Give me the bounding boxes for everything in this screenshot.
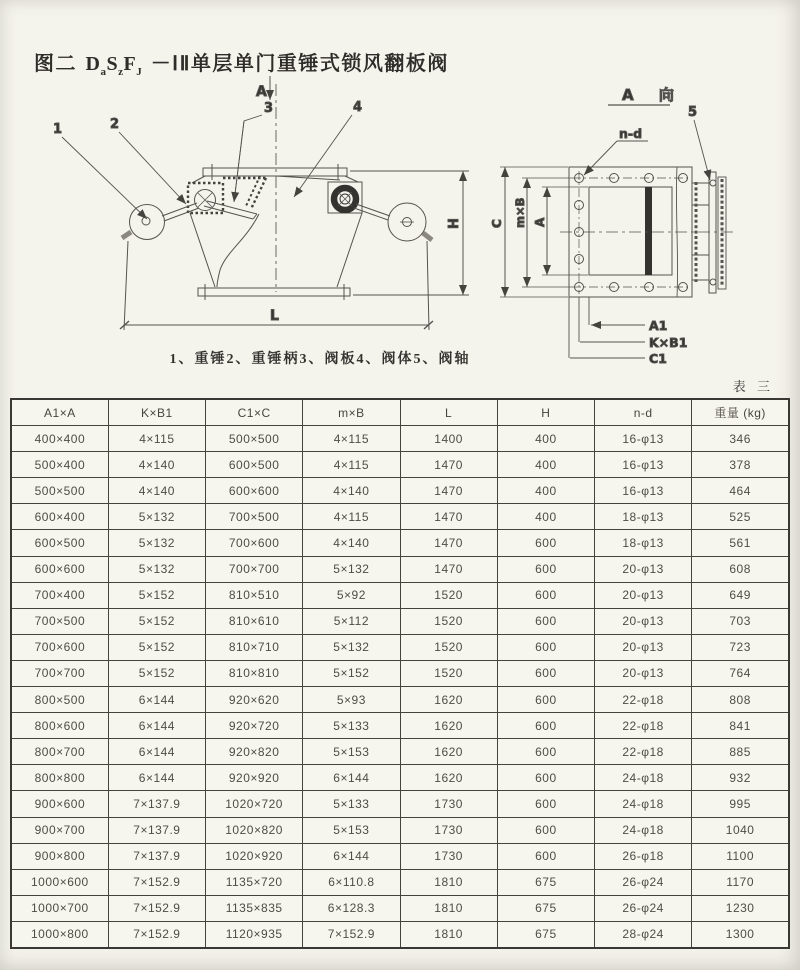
table-cell: 18-φ13 <box>595 504 692 530</box>
table-cell: 600 <box>497 817 594 843</box>
dim-A1-label: A1 <box>649 318 668 333</box>
table-cell: 18-φ13 <box>595 530 692 556</box>
table-cell: 24-φ18 <box>595 817 692 843</box>
table-cell: 22-φ18 <box>595 713 692 739</box>
table-cell: 5×92 <box>303 582 400 608</box>
view-a-title: A 向 <box>622 86 684 104</box>
table-cell: 6×144 <box>108 713 205 739</box>
table-cell: 900×600 <box>11 791 108 817</box>
dim-H-label: H <box>447 218 462 229</box>
parts-caption: 1、重锤2、重锤柄3、阀板4、阀体5、阀轴 <box>169 352 471 367</box>
table-cell: 400×400 <box>11 426 108 452</box>
callout-nd <box>584 126 648 175</box>
table-cell: 1230 <box>692 895 789 921</box>
table-cell: 700×700 <box>11 660 108 686</box>
table-cell: 5×152 <box>108 660 205 686</box>
valve-plate-curve <box>217 214 259 287</box>
table-cell: 500×400 <box>11 452 108 478</box>
table-cell: 1120×935 <box>206 921 303 948</box>
table-cell: 5×132 <box>108 504 205 530</box>
table-row <box>11 478 789 504</box>
table-cell: 600×600 <box>11 556 108 582</box>
axle-bracket <box>692 172 726 293</box>
table-cell: 600 <box>497 713 594 739</box>
table-cell: 920×920 <box>206 765 303 791</box>
table-cell: 20-φ13 <box>595 556 692 582</box>
table-cell: 5×132 <box>108 530 205 556</box>
table-cell: 920×620 <box>206 687 303 713</box>
flange-plate <box>560 167 736 297</box>
callout-1-label: 1 <box>53 122 63 137</box>
table-cell: 1520 <box>400 608 497 634</box>
table-cell: 1520 <box>400 582 497 608</box>
table-cell: 649 <box>692 582 789 608</box>
table-cell: 22-φ18 <box>595 739 692 765</box>
table-cell: 346 <box>692 426 789 452</box>
table-cell: 600 <box>497 843 594 869</box>
dim-mxB-label: m×B <box>513 197 527 228</box>
table-cell: 5×133 <box>303 713 400 739</box>
table-cell: 24-φ18 <box>595 765 692 791</box>
table-cell: 6×144 <box>108 739 205 765</box>
table-cell: 600 <box>497 582 594 608</box>
table-cell: 600×400 <box>11 504 108 530</box>
table-row <box>11 921 789 948</box>
table-cell: 810×510 <box>206 582 303 608</box>
table-cell: 5×93 <box>303 687 400 713</box>
table-cell: 7×152.9 <box>303 921 400 948</box>
table-cell: 1620 <box>400 713 497 739</box>
figure-title-rest: －ⅠⅡ单层单门重锤式锁风翻板阀 <box>150 53 449 75</box>
table-cell: 6×144 <box>108 765 205 791</box>
table-cell: 700×500 <box>11 608 108 634</box>
table-row <box>11 608 789 634</box>
table-cell: 600 <box>497 556 594 582</box>
section-a-label: A <box>256 84 267 100</box>
table-header-cell: K×B1 <box>108 399 205 426</box>
table-cell: 24-φ18 <box>595 791 692 817</box>
table-cell: 6×110.8 <box>303 869 400 895</box>
table-cell: 810×710 <box>206 634 303 660</box>
dim-C1-label: C1 <box>649 351 667 366</box>
table-cell: 1470 <box>400 452 497 478</box>
table-cell: 400 <box>497 452 594 478</box>
dim-nd-label: n-d <box>619 126 643 141</box>
table-cell: 600 <box>497 791 594 817</box>
table-cell: 920×720 <box>206 713 303 739</box>
technical-drawing <box>0 0 800 385</box>
table-cell: 4×140 <box>108 452 205 478</box>
table-header-cell: 重量 (kg) <box>692 399 789 426</box>
table-cell: 7×137.9 <box>108 817 205 843</box>
table-row <box>11 843 789 869</box>
table-cell: 608 <box>692 556 789 582</box>
table-cell: 600 <box>497 608 594 634</box>
table-cell: 16-φ13 <box>595 426 692 452</box>
valve-plate-open <box>207 201 257 214</box>
table-header-cell: L <box>400 399 497 426</box>
table-cell: 600×500 <box>206 452 303 478</box>
table-cell: 7×137.9 <box>108 791 205 817</box>
table-cell: 7×152.9 <box>108 895 205 921</box>
table-cell: 1730 <box>400 817 497 843</box>
table-cell: 900×800 <box>11 843 108 869</box>
table-cell: 6×144 <box>303 843 400 869</box>
table-cell: 5×153 <box>303 739 400 765</box>
table-cell: 600 <box>497 739 594 765</box>
table-row <box>11 895 789 921</box>
table-cell: 28-φ24 <box>595 921 692 948</box>
dim-C-label: C <box>490 219 504 228</box>
table-cell: 800×500 <box>11 687 108 713</box>
table-cell: 920×820 <box>206 739 303 765</box>
table-cell: 7×152.9 <box>108 921 205 948</box>
table-cell: 20-φ13 <box>595 582 692 608</box>
table-cell: 16-φ13 <box>595 452 692 478</box>
table-cell: 1300 <box>692 921 789 948</box>
table-cell: 700×600 <box>206 530 303 556</box>
table-cell: 525 <box>692 504 789 530</box>
table-cell: 20-φ13 <box>595 660 692 686</box>
left-pivot-assembly <box>188 176 266 219</box>
table-cell: 700×500 <box>206 504 303 530</box>
table-row <box>11 452 789 478</box>
table-cell: 810×810 <box>206 660 303 686</box>
table-cell: 26-φ18 <box>595 843 692 869</box>
table-cell: 841 <box>692 713 789 739</box>
table-row <box>11 582 789 608</box>
table-cell: 1620 <box>400 765 497 791</box>
table-header-row <box>11 399 789 426</box>
table-cell: 6×128.3 <box>303 895 400 921</box>
figure-title-fig: 图二 <box>34 53 77 75</box>
table-cell: 1020×820 <box>206 817 303 843</box>
table-cell: 1470 <box>400 504 497 530</box>
table-cell: 1040 <box>692 817 789 843</box>
table-cell: 1400 <box>400 426 497 452</box>
table-cell: 600 <box>497 634 594 660</box>
table-cell: 995 <box>692 791 789 817</box>
table-cell: 600 <box>497 687 594 713</box>
table-cell: 723 <box>692 634 789 660</box>
table-cell: 5×153 <box>303 817 400 843</box>
table-cell: 1170 <box>692 869 789 895</box>
table-cell: 1620 <box>400 687 497 713</box>
table-header-cell: C1×C <box>206 399 303 426</box>
dim-L-label: L <box>270 308 279 324</box>
table-cell: 4×115 <box>303 426 400 452</box>
a-direction-view-drawing <box>490 86 736 366</box>
table-cell: 1135×720 <box>206 869 303 895</box>
table-cell: 400 <box>497 478 594 504</box>
table-header-cell: n-d <box>595 399 692 426</box>
table-cell: 900×700 <box>11 817 108 843</box>
table-row <box>11 660 789 686</box>
valve-plate-edge <box>645 187 652 275</box>
dim-mxB <box>513 178 572 287</box>
table-cell: 1000×800 <box>11 921 108 948</box>
table-cell: 5×132 <box>303 634 400 660</box>
table-cell: 4×140 <box>303 530 400 556</box>
table-cell: 1520 <box>400 660 497 686</box>
table-cell: 1730 <box>400 843 497 869</box>
table-cell: 561 <box>692 530 789 556</box>
table-cell: 1100 <box>692 843 789 869</box>
right-pivot-assembly <box>328 182 362 213</box>
table-cell: 500×500 <box>11 478 108 504</box>
table-cell: 1620 <box>400 739 497 765</box>
table-cell: 4×140 <box>303 478 400 504</box>
table-cell: 600×600 <box>206 478 303 504</box>
table-cell: 1470 <box>400 530 497 556</box>
table-cell: 5×112 <box>303 608 400 634</box>
dim-C <box>490 167 568 297</box>
dim-H <box>350 171 469 295</box>
table-row <box>11 530 789 556</box>
table-cell: 1020×720 <box>206 791 303 817</box>
table-cell: 703 <box>692 608 789 634</box>
table-row <box>11 426 789 452</box>
table-header-cell: m×B <box>303 399 400 426</box>
table-cell: 700×600 <box>11 634 108 660</box>
spec-table <box>10 398 790 949</box>
table-cell: 1000×700 <box>11 895 108 921</box>
table-cell: 600 <box>497 660 594 686</box>
table-cell: 5×152 <box>108 634 205 660</box>
dim-A-label: A <box>533 217 547 227</box>
table-row <box>11 739 789 765</box>
table-cell: 500×500 <box>206 426 303 452</box>
table-cell: 810×610 <box>206 608 303 634</box>
table-row <box>11 817 789 843</box>
table-row <box>11 504 789 530</box>
table-cell: 6×144 <box>108 687 205 713</box>
table-cell: 800×700 <box>11 739 108 765</box>
table-cell: 378 <box>692 452 789 478</box>
table-cell: 26-φ24 <box>595 895 692 921</box>
dim-KxB1-label: K×B1 <box>649 335 688 350</box>
table-row <box>11 791 789 817</box>
table-cell: 5×132 <box>108 556 205 582</box>
table-cell: 4×115 <box>303 504 400 530</box>
spec-table-head <box>11 399 789 426</box>
table-row <box>11 869 789 895</box>
table-cell: 20-φ13 <box>595 634 692 660</box>
table-cell: 400 <box>497 426 594 452</box>
bottom-flange <box>198 284 350 300</box>
table-cell: 1810 <box>400 869 497 895</box>
table-cell: 675 <box>497 869 594 895</box>
table-cell: 600×500 <box>11 530 108 556</box>
table-cell: 700×700 <box>206 556 303 582</box>
table-cell: 5×152 <box>108 582 205 608</box>
table-cell: 7×152.9 <box>108 869 205 895</box>
table-cell: 808 <box>692 687 789 713</box>
table-cell: 1135×835 <box>206 895 303 921</box>
spec-table-body <box>11 426 789 948</box>
callout-5-label: 5 <box>688 105 698 120</box>
table-cell: 7×137.9 <box>108 843 205 869</box>
table-cell: 1520 <box>400 634 497 660</box>
table-row <box>11 687 789 713</box>
table-cell: 1810 <box>400 921 497 948</box>
table-cell: 5×152 <box>108 608 205 634</box>
table-cell: 6×144 <box>303 765 400 791</box>
table-note: 表 三 <box>732 379 774 394</box>
table-cell: 800×800 <box>11 765 108 791</box>
table-header-cell: A1×A <box>11 399 108 426</box>
table-cell: 700×400 <box>11 582 108 608</box>
table-cell: 1810 <box>400 895 497 921</box>
callout-5-leader <box>694 120 710 180</box>
bolt-holes <box>575 174 688 292</box>
callout-2-label: 2 <box>110 117 120 132</box>
table-cell: 675 <box>497 921 594 948</box>
table-row <box>11 634 789 660</box>
table-cell: 1470 <box>400 478 497 504</box>
left-weight <box>122 205 165 240</box>
right-weight <box>388 203 432 241</box>
table-header-cell: H <box>497 399 594 426</box>
table-cell: 1000×600 <box>11 869 108 895</box>
table-cell: 1730 <box>400 791 497 817</box>
table-cell: 4×115 <box>108 426 205 452</box>
table-row <box>11 765 789 791</box>
table-cell: 885 <box>692 739 789 765</box>
table-cell: 5×132 <box>303 556 400 582</box>
side-view-drawing <box>53 76 469 330</box>
table-row <box>11 556 789 582</box>
table-cell: 1020×920 <box>206 843 303 869</box>
table-cell: 22-φ18 <box>595 687 692 713</box>
table-row <box>11 713 789 739</box>
table-cell: 800×600 <box>11 713 108 739</box>
table-cell: 932 <box>692 765 789 791</box>
table-cell: 600 <box>497 765 594 791</box>
table-cell: 675 <box>497 895 594 921</box>
table-cell: 400 <box>497 504 594 530</box>
table-cell: 26-φ24 <box>595 869 692 895</box>
callout-4-label: 4 <box>353 100 363 115</box>
figure-title-model: $D_aS_zF_J$ <box>85 53 143 78</box>
table-cell: 1470 <box>400 556 497 582</box>
table-cell: 464 <box>692 478 789 504</box>
table-cell: 600 <box>497 530 594 556</box>
table-cell: 4×115 <box>303 452 400 478</box>
table-cell: 764 <box>692 660 789 686</box>
table-cell: 5×152 <box>303 660 400 686</box>
callout-3-label: 3 <box>264 101 274 116</box>
table-cell: 16-φ13 <box>595 478 692 504</box>
table-cell: 20-φ13 <box>595 608 692 634</box>
table-cell: 4×140 <box>108 478 205 504</box>
table-cell: 5×133 <box>303 791 400 817</box>
